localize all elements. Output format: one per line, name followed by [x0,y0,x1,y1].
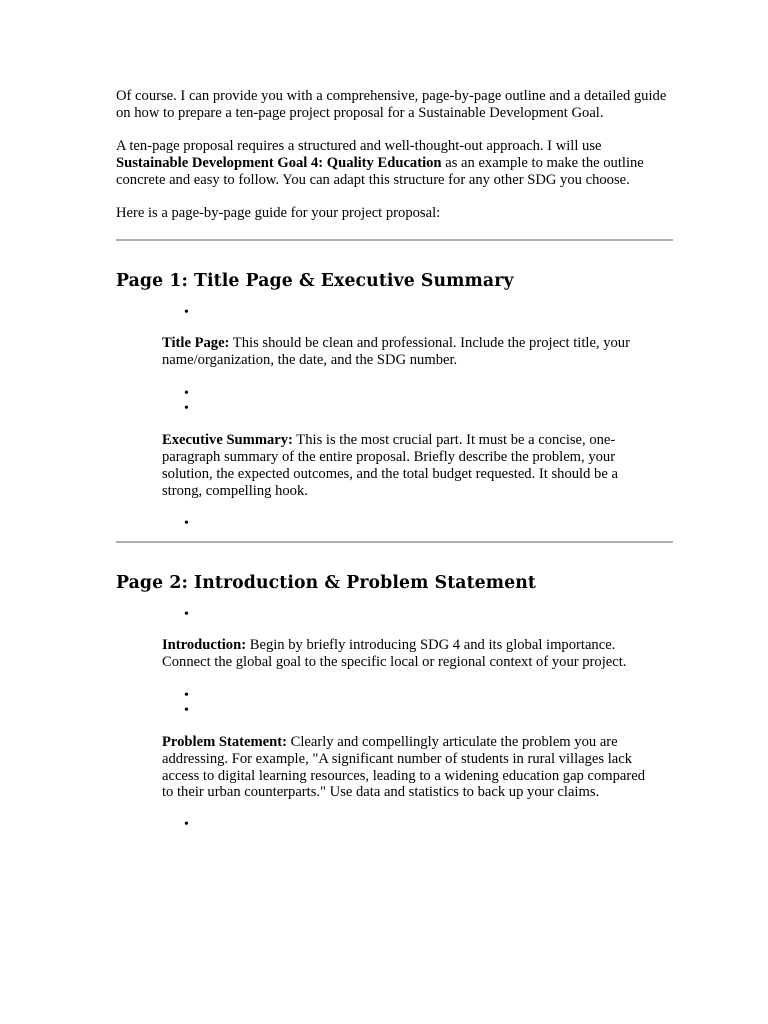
item-label: Problem Statement: [162,733,287,750]
example-paragraph [116,138,673,189]
guide-lead-paragraph: Here is a page-by-page guide for your project proposal: [116,204,441,221]
bullet-marker [116,817,673,832]
item-label: Executive Summary: [162,432,293,449]
bullet-icon: • [184,386,189,402]
bullet-marker [116,305,673,320]
intro-paragraph: Of course. I can provide you with a comprehensive, page-by-page outline and a detailed guide on how to prepare a ten-page project proposal for a Sustainable Development Goal. [116,88,667,121]
item-label: Title Page: [162,335,230,352]
item-description: This should be clean and professional. Include the project title, your name/organization, the date, and the SDG number. [162,335,630,369]
example-text-start: A ten-page proposal requires a structured and well-thought-out approach. I will use [116,137,602,154]
bullet-marker [116,607,673,622]
bullet-icon: • [184,817,189,833]
example-text-end: as an example to make the outline concrete and easy to follow. You can adapt this structure for any other SDG you choose. [116,154,644,188]
item-description: This is the most crucial part. It must be a concise, one-paragraph summary of the entire proposal. Briefly describe the problem, your solution, the expected outcomes, and the total budget requested. It should be a strong, compelling hook. [162,432,618,499]
section-divider [116,239,673,241]
list-item-problem-statement [162,734,651,802]
section-heading-page-2: Page 2: Introduction & Problem Statement [116,572,536,593]
list-item-executive-summary [162,432,651,500]
sdg-highlight: Sustainable Development Goal 4: Quality Education [116,154,442,171]
item-description: Clearly and compellingly articulate the problem you are addressing. For example, "A significant number of students in rural villages lack access to digital learning resources, leading to a widening education gap compared to their urban counterparts." Use data and statistics to back up your claims. [162,733,646,801]
bullet-marker [116,703,673,718]
bullet-marker [116,688,673,703]
item-description: Begin by briefly introducing SDG 4 and its global importance. Connect the global goal to the specific local or regional context of your project. [162,636,627,670]
bullet-icon: • [184,305,189,321]
list-item-title-page [162,335,651,369]
bullet-icon: • [184,702,189,718]
section-heading-page-1: Page 1: Title Page & Executive Summary [116,271,514,292]
bullet-marker [116,401,673,416]
bullet-icon: • [184,687,189,703]
bullet-icon: • [184,401,189,417]
bullet-marker [116,386,673,401]
bullet-icon: • [184,606,189,622]
bullet-icon: • [184,515,189,531]
list-item-introduction [162,637,651,671]
bullet-marker [116,516,673,531]
section-divider [116,541,673,543]
document-page [116,88,673,832]
item-label: Introduction: [162,636,247,653]
